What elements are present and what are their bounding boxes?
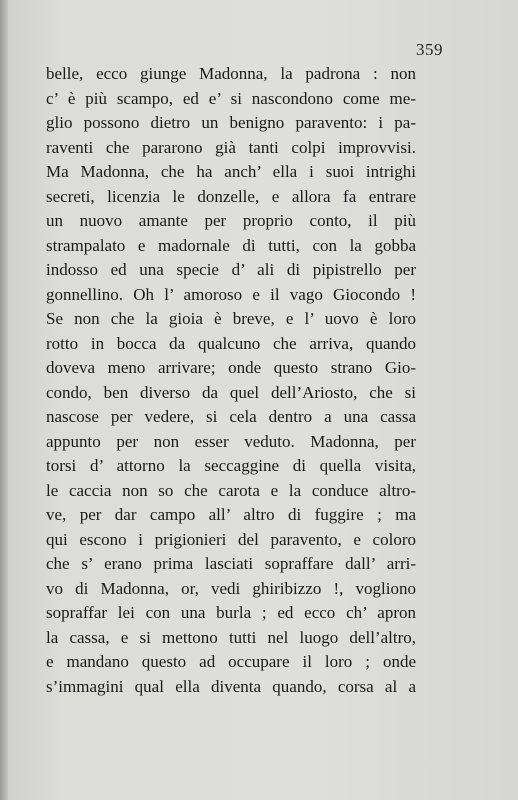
text-line: glio possono dietro un benigno paravento: i pa- xyxy=(46,113,416,132)
text-line: un nuovo amante per proprio conto, il più xyxy=(46,211,416,230)
page-number: 359 xyxy=(416,40,443,59)
text-line: c’ è più scampo, ed e’ si nascondono come me- xyxy=(46,88,416,108)
text-line: raventi che pararono già tanti colpi improvvisi. xyxy=(46,137,416,157)
text-line: appunto per non esser veduto. Madonna, per xyxy=(46,431,416,451)
page-binding-edge xyxy=(0,0,8,800)
text-line: condo, ben diverso da quel dell’Ariosto, che si xyxy=(46,382,416,402)
body-text xyxy=(46,62,416,699)
text-line: Se non che la gioia è breve, e l’ uovo è loro xyxy=(46,309,416,328)
text-line: doveva meno arrivare; onde questo strano Gio- xyxy=(46,358,416,377)
text-line: belle, ecco giunge Madonna, la padrona : non xyxy=(46,64,416,83)
text-line: e mandano questo ad occupare il loro ; onde xyxy=(46,652,416,671)
text-line: gonnellino. Oh l’ amoroso e il vago Giocondo ! xyxy=(46,284,416,304)
text-line: strampalato e madornale di tutti, con la gobba xyxy=(46,235,416,255)
text-line: indosso ed una specie d’ ali di pipistrello per xyxy=(46,260,416,279)
text-line: ve, per dar campo all’ altro di fuggire ; ma xyxy=(46,505,416,524)
text-line: qui escono i prigionieri del paravento, e coloro xyxy=(46,529,416,549)
text-line: torsi d’ attorno la seccaggine di quella visita, xyxy=(46,456,416,475)
text-line: vo di Madonna, or, vedi ghiribizzo !, vogliono xyxy=(46,578,416,598)
text-line: le caccia non so che carota e la conduce altro- xyxy=(46,480,416,500)
text-line: che s’ erano prima lasciati sopraffare dall’ arri- xyxy=(46,554,416,573)
text-line: la cassa, e si mettono tutti nel luogo dell’altro, xyxy=(46,627,416,647)
text-line: secreti, licenzia le donzelle, e allora fa entrare xyxy=(46,186,416,206)
text-line: rotto in bocca da qualcuno che arriva, quando xyxy=(46,333,416,353)
text-line: sopraffar lei con una burla ; ed ecco ch’ apron xyxy=(46,603,416,622)
text-line: Ma Madonna, che ha anch’ ella i suoi intrighi xyxy=(46,162,416,181)
text-line: nascose per vedere, si cela dentro a una cassa xyxy=(46,407,416,426)
text-line: s’immagini qual ella diventa quando, corsa al a xyxy=(46,676,416,696)
